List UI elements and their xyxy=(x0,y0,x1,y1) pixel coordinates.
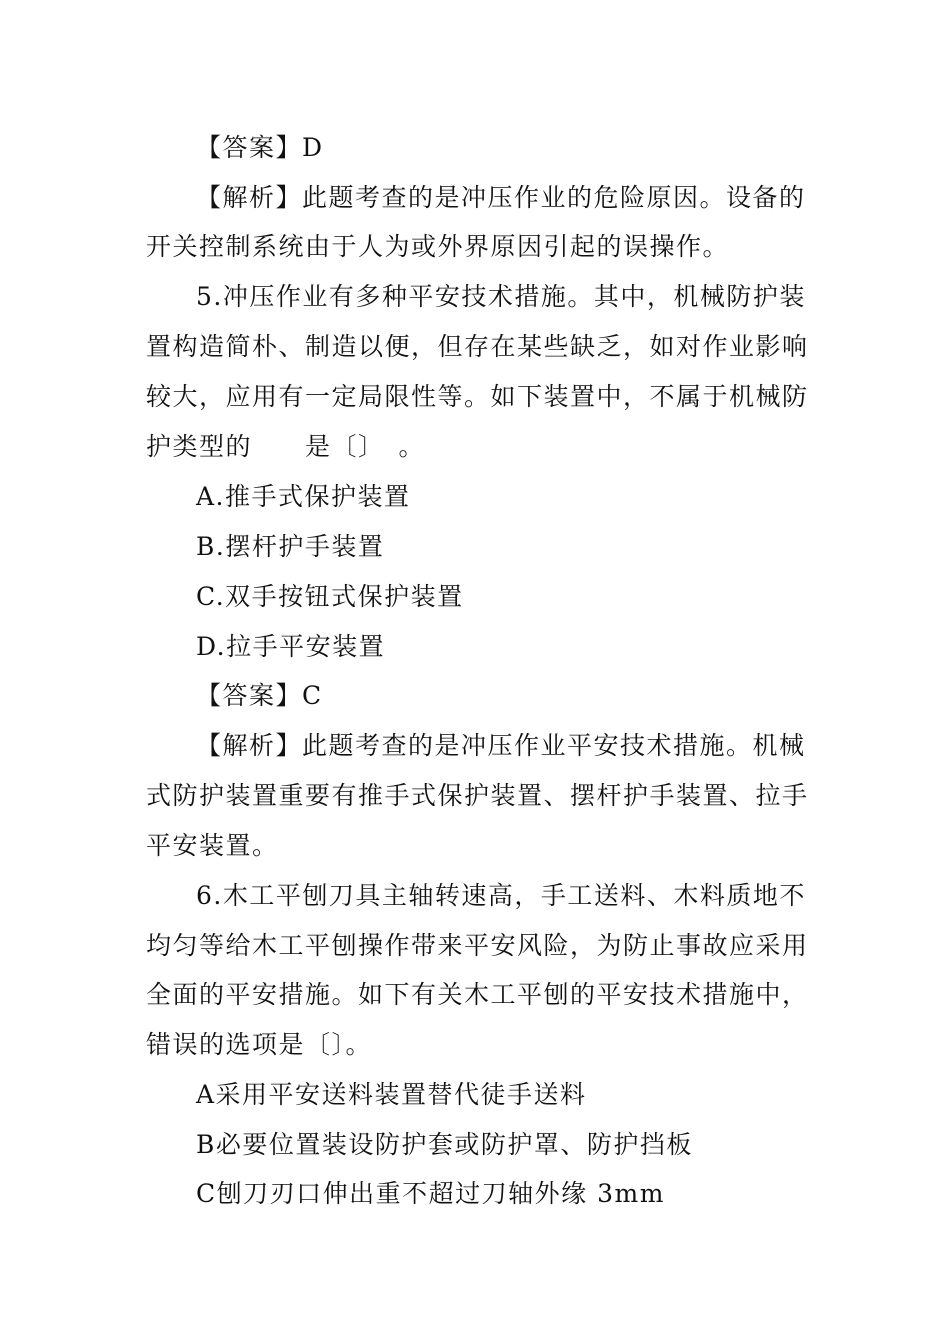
question-5-line-2: 置构造简朴、制造以便，但存在某些缺乏，如对作业影响 xyxy=(146,332,809,361)
question-5-option-b: B.摆杆护手装置 xyxy=(196,532,385,561)
explanation-q4-line-1: 【解析】此题考查的是冲压作业的危险原因。设备的 xyxy=(196,183,806,212)
question-5-option-c: C.双手按钮式保护装置 xyxy=(196,582,464,611)
question-6-line-4: 错误的选项是〔〕。 xyxy=(146,1030,373,1059)
question-5-option-a: A.推手式保护装置 xyxy=(196,482,411,511)
question-6-line-2: 均匀等给木工平刨操作带来平安风险，为防止事故应采用 xyxy=(146,931,809,960)
question-5-line-4: 护类型的 是〔〕 。 xyxy=(146,432,426,461)
question-6-option-c: C刨刀刃口伸出重不超过刀轴外缘 3mm xyxy=(196,1179,665,1208)
answer-label-q4: 【答案】D xyxy=(196,133,324,162)
answer-label-q5: 【答案】C xyxy=(196,681,323,710)
explanation-q5-line-3: 平安装置。 xyxy=(146,831,279,860)
explanation-q4-line-2: 开关控制系统由于人为或外界原因引起的误操作。 xyxy=(146,232,730,261)
question-6-line-3: 全面的平安措施。如下有关木工平刨的平安技术措施中， xyxy=(146,980,809,1009)
question-6-option-b: B必要位置装设防护套或防护罩、防护挡板 xyxy=(196,1130,693,1159)
question-6-line-1: 6.木工平刨刀具主轴转速高，手工送料、木料质地不 xyxy=(196,881,806,910)
question-5-option-d: D.拉手平安装置 xyxy=(196,632,386,661)
question-5-line-1: 5.冲压作业有多种平安技术措施。其中，机械防护装 xyxy=(196,282,806,311)
explanation-q5-line-2: 式防护装置重要有推手式保护装置、摆杆护手装置、拉手 xyxy=(146,781,809,810)
question-6-option-a: A采用平安送料装置替代徒手送料 xyxy=(196,1080,587,1109)
question-5-line-3: 较大，应用有一定局限性等。如下装置中，不属于机械防 xyxy=(146,382,809,411)
explanation-q5-line-1: 【解析】此题考查的是冲压作业平安技术措施。机械 xyxy=(196,731,806,760)
